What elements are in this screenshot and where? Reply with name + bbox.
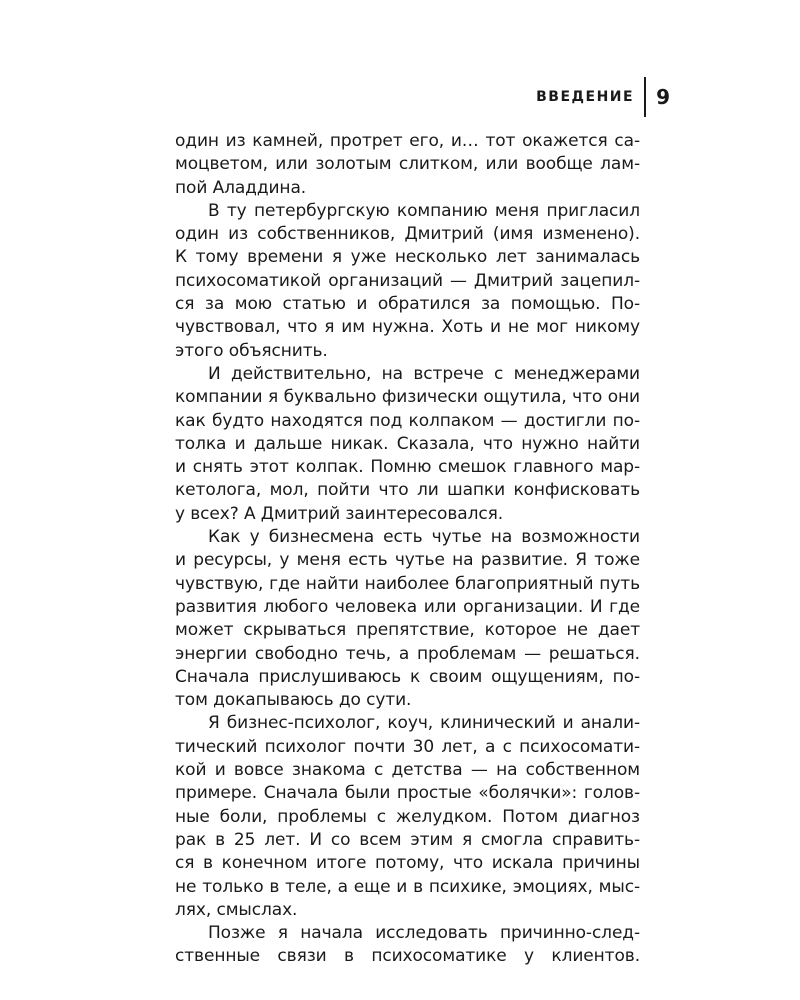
text-line: один из камней, протрет его, и… тот окажется са- (175, 131, 640, 151)
page-number: 9 (656, 85, 670, 109)
text-line: и ресурсы, у меня есть чутье на развитие. Я тоже (175, 550, 640, 571)
text-line: кой и вовсе знакома с детства — на собственном (175, 760, 640, 781)
paragraph (175, 922, 640, 969)
text-line: тический психолог почти 30 лет, а с психосомати- (175, 736, 640, 757)
text-line: том докапываюсь до сути. (175, 690, 412, 711)
paragraph (175, 526, 640, 712)
paragraph (175, 130, 640, 200)
text-line: у всех? А Дмитрий заинтересовался. (175, 503, 504, 524)
body-text (175, 130, 640, 969)
text-line: ные боли, проблемы с желудком. Потом диагноз (175, 806, 640, 827)
text-line: ся за мою статью и обратился за помощью. По- (175, 294, 640, 315)
text-line: компании я буквально физически ощутила, что они (175, 387, 640, 408)
text-line: не только в теле, а еще и в психике, эмоциях, мыс- (175, 876, 640, 897)
text-line: лях, смыслах. (175, 899, 298, 920)
text-line: чувствую, где найти наиболее благоприятный путь (175, 573, 640, 594)
text-line: этого объяснить. (175, 340, 328, 361)
text-line: Сначала прислушиваюсь к своим ощущениям, по- (175, 666, 640, 687)
text-line: рак в 25 лет. И со всем этим я смогла справить- (175, 829, 640, 850)
paragraph (175, 363, 640, 526)
text-line: ся в конечном итоге потому, что искала причины (175, 853, 640, 874)
text-line: чувствовал, что я им нужна. Хоть и не мог никому (175, 317, 640, 338)
text-line: примере. Сначала были простые «болячки»: голов- (175, 783, 640, 804)
text-line: Позже я начала исследовать причинно-след- (208, 923, 640, 944)
text-line: может скрываться препятствие, которое не дает (175, 620, 640, 641)
text-line: как будто находятся под колпаком — достигли по- (175, 410, 640, 431)
text-line: Я бизнес-психолог, коуч, клинический и анали- (208, 713, 640, 734)
text-line: пой Аладдина. (175, 177, 307, 198)
text-line: энергии свободно течь, а проблемам — решаться. (175, 643, 640, 664)
text-line: толка и дальше никак. Сказала, что нужно найти (175, 433, 640, 454)
text-line: психосоматикой организаций — Дмитрий зацепил- (175, 270, 640, 291)
text-line: один из собственников, Дмитрий (имя изменено). (175, 224, 640, 245)
text-line: кетолога, мол, пойти что ли шапки конфисковать (175, 480, 640, 501)
text-line: развития любого человека или организации. И где (175, 596, 640, 617)
text-line: Как у бизнесмена есть чутье на возможности (208, 527, 640, 548)
paragraph (175, 712, 640, 922)
paragraph (175, 200, 640, 363)
text-line: К тому времени я уже несколько лет занималась (175, 247, 640, 268)
section-title: ВВЕДЕНИЕ (536, 89, 635, 105)
text-line: И действительно, на встрече с менеджерами (208, 363, 640, 384)
text-line: ственные связи в психосоматике у клиентов. (175, 946, 640, 967)
text-line: В ту петербургскую компанию меня пригласил (208, 200, 640, 221)
running-head (536, 77, 670, 117)
text-line: моцветом, или золотым слитком, или вообще лам- (175, 154, 640, 175)
text-line: и снять этот колпак. Помню смешок главного мар- (175, 457, 640, 478)
header-divider (644, 77, 646, 117)
